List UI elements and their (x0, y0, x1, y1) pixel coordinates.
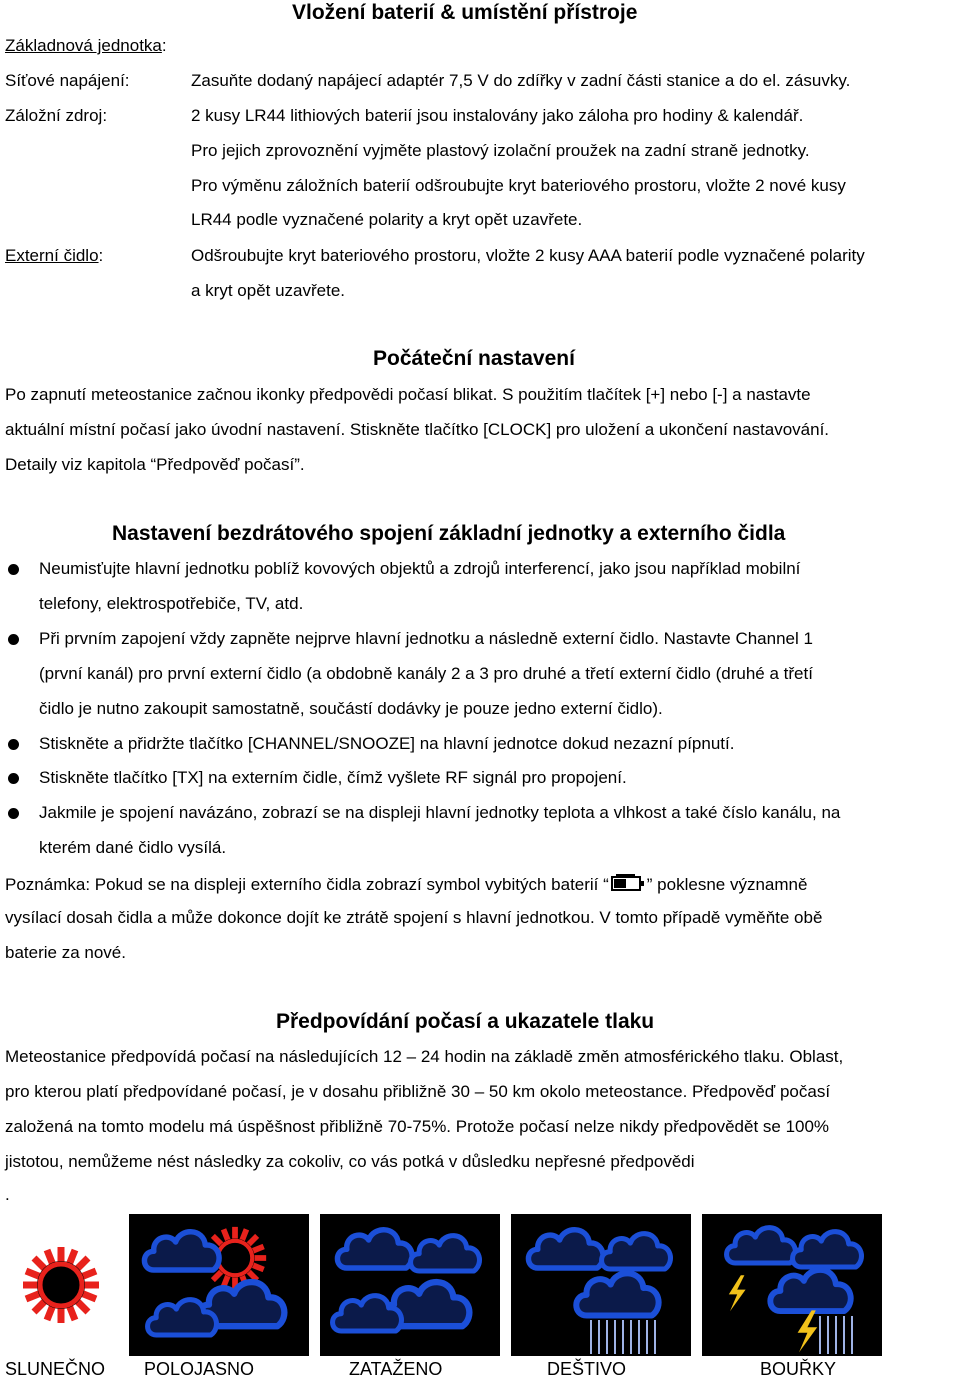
icon-label-storm: BOUŘKY (760, 1359, 837, 1379)
bullet-dot (8, 773, 19, 784)
backup-text-3: Pro výměnu záložních baterií odšroubujte kryt bateriového prostoru, vložte 2 nové kusy (191, 176, 846, 195)
note-line-1 (5, 874, 807, 897)
initial-section-title: Počáteční nastavení (373, 347, 575, 370)
sensor-text: Odšroubujte kryt bateriového prostoru, vložte 2 kusy AAA baterií podle vyznačené polarity (191, 246, 865, 265)
backup-text: 2 kusy LR44 lithiových baterií jsou instalovány jako záloha pro hodiny & kalendář. (191, 106, 804, 125)
bullet-1-line-2: telefony, elektrospotřebiče, TV, atd. (39, 594, 304, 613)
bullet-2-line-2: (první kanál) pro první externí čidlo (a obdobně kanály 2 a 3 pro druhé a třetí externí čidlo (druhé a třetí (39, 664, 813, 683)
bullet-2-line-1: Při prvním zapojení vždy zapněte nejprve hlavní jednotku a následně externí čidlo. Nastavte Channel 1 (39, 629, 813, 648)
backup-label: Záložní zdroj: (5, 106, 108, 125)
icon-label-partly-cloudy: POLOJASNO (144, 1359, 255, 1379)
initial-line-2: aktuální místní počasí jako úvodní nastavení. Stiskněte tlačítko [CLOCK] pro uložení a ukončení nastavování. (5, 420, 830, 439)
bullet-4-line-1: Stiskněte tlačítko [TX] na externím čidle, čímž vyšlete RF signál pro propojení. (39, 768, 627, 787)
wireless-section-title: Nastavení bezdrátového spojení základní jednotky a externího čidla (112, 522, 786, 545)
battery-low-icon (611, 874, 645, 897)
partly-cloudy-icon (129, 1214, 309, 1356)
forecast-line-2: pro kterou platí předpovídané počasí, je v dosahu přibližně 30 – 50 km okolo meteostance. Předpověď počasí (5, 1082, 831, 1101)
sensor-colon: : (98, 246, 104, 265)
storm-icon (702, 1214, 882, 1356)
icon-label-rain: DEŠTIVO (547, 1359, 627, 1379)
rain-icon (511, 1214, 691, 1356)
sensor-heading (5, 246, 103, 266)
backup-text-4: LR44 podle vyznačené polarity a kryt opět uzavřete. (191, 210, 583, 229)
cloudy-icon (320, 1214, 500, 1356)
bullet-1-line-1: Neumisťujte hlavní jednotku poblíž kovových objektů a zdrojů interferencí, jako jsou například mobilní (39, 559, 801, 578)
bullet-dot (8, 634, 19, 645)
initial-line-3: Detaily viz kapitola “Předpověď počasí”. (5, 455, 305, 474)
sensor-text-2: a kryt opět uzavřete. (191, 281, 346, 300)
forecast-section-title: Předpovídání počasí a ukazatele tlaku (276, 1010, 655, 1033)
note-text-before: Poznámka: Pokud se na displeji externího čidla zobrazí symbol vybitých baterií “ (5, 875, 609, 894)
base-unit-heading (5, 36, 167, 56)
bullet-dot (8, 739, 19, 750)
forecast-line-1: Meteostanice předpovídá počasí na následujících 12 – 24 hodin na základě změn atmosférického tlaku. Oblast, (5, 1047, 844, 1066)
note-line-2: vysílací dosah čidla a může dokonce dojít ke ztrátě spojení s hlavní jednotkou. V tomto případě vyměňte obě (5, 908, 823, 927)
bullet-dot (8, 808, 19, 819)
note-text-after: ” poklesne významně (646, 875, 808, 894)
forecast-line-3: založená na tomto modelu má úspěšnost přibližně 70-75%. Protože počasí nelze nikdy předpovědět se 100% (5, 1117, 830, 1136)
bullet-dot (8, 564, 19, 575)
sensor-label: Externí čidlo (5, 246, 99, 265)
bullet-3-line-1: Stiskněte a přidržte tlačítko [CHANNEL/SNOOZE] na hlavní jednotce dokud nezazní pípnutí. (39, 734, 735, 753)
note-line-3: baterie za nové. (5, 943, 126, 962)
bullet-2-line-3: čidlo je nutno zakoupit samostatně, součástí dodávky je pouze jedno externí čidlo). (39, 699, 663, 718)
base-unit-label: Základnová jednotka (5, 36, 162, 55)
sun-icon (22, 1246, 100, 1324)
mains-label: Síťové napájení: (5, 71, 130, 90)
forecast-line-5: . (5, 1185, 10, 1204)
bullet-5-line-1: Jakmile je spojení navázáno, zobrazí se na displeji hlavní jednotky teplota a vlhkost a také číslo kanálu, na (39, 803, 841, 822)
initial-line-1: Po zapnutí meteostanice začnou ikonky předpovědi počasí blikat. S použitím tlačítek [+] nebo [-] a nastavte (5, 385, 811, 404)
bullet-5-line-2: kterém dané čidlo vysílá. (39, 838, 227, 857)
forecast-line-4: jistotou, nemůžeme nést následky za cokoliv, co vás potká v důsledku nepřesné předpovědi (5, 1152, 695, 1171)
mains-text: Zasuňte dodaný napájecí adaptér 7,5 V do zdířky v zadní části stanice a do el. zásuvky. (191, 71, 851, 90)
icon-label-sunny: SLUNEČNO (5, 1359, 106, 1379)
backup-text-2: Pro jejich zprovoznění vyjměte plastový izolační proužek na zadní straně jednotky. (191, 141, 810, 160)
base-unit-colon: : (161, 36, 167, 55)
icon-label-cloudy: ZATAŽENO (349, 1359, 443, 1379)
battery-section-title: Vložení baterií & umístění přístroje (292, 1, 638, 24)
